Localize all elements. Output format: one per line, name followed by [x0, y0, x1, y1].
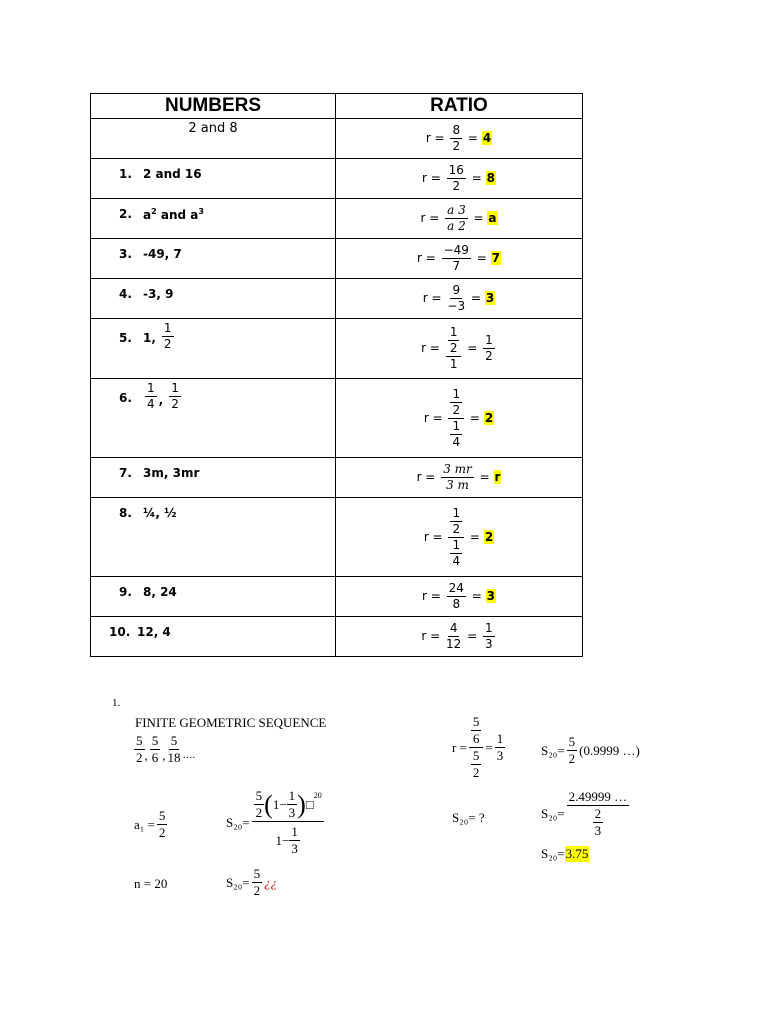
denominator: [275, 822, 299, 857]
fraction: [289, 824, 300, 857]
fraction: [445, 203, 468, 234]
s20-line2: [226, 866, 277, 899]
numerator: [252, 788, 324, 822]
equals: =: [469, 529, 480, 544]
table-row: [91, 319, 583, 379]
fraction: [471, 748, 482, 781]
denominator: 3: [594, 823, 602, 838]
fraction: [483, 333, 495, 364]
r-label: r =: [425, 131, 445, 145]
numerator: 1: [449, 325, 458, 339]
result: 2: [484, 410, 494, 425]
numerator: 1: [496, 731, 504, 746]
fraction: [446, 621, 461, 652]
denominator: [593, 806, 604, 839]
fraction: [442, 243, 471, 274]
item-index: 2.: [119, 207, 132, 221]
numbers-cell: [91, 498, 336, 577]
equals: =: [471, 589, 482, 603]
a1-label: a₁ =: [134, 816, 155, 832]
denominator: −3: [447, 299, 466, 313]
section-title: FINITE GEOMETRIC SEQUENCE: [135, 715, 327, 730]
equals: =: [470, 291, 482, 305]
denominator: [471, 748, 482, 781]
result: 4: [482, 131, 492, 145]
header-numbers: NUMBERS: [91, 94, 336, 119]
numbers-text: ¼, ½: [143, 506, 177, 520]
numerator: 2.49999 …: [568, 789, 628, 804]
equals: =: [467, 341, 478, 355]
fraction: [162, 321, 174, 352]
s20-answer: [541, 846, 589, 862]
numerator: [448, 387, 464, 419]
denominator: 3: [291, 841, 298, 856]
numbers-cell: [91, 379, 336, 458]
numerator: 5: [170, 733, 178, 748]
comma: ,: [162, 747, 166, 763]
fraction: [483, 621, 495, 652]
result: 2: [484, 529, 494, 544]
r-label: r =: [421, 341, 440, 355]
r-label: r =: [423, 410, 443, 425]
item-index: 5.: [119, 331, 132, 345]
result: 3: [485, 291, 495, 305]
result: a: [488, 211, 497, 225]
ratio-cell: [336, 279, 583, 319]
denominator: 2: [158, 825, 166, 840]
s20-label: S₂₀=: [541, 742, 565, 758]
fraction: [447, 163, 466, 194]
right-paren: ): [297, 789, 306, 819]
denominator: 3 m: [446, 478, 469, 492]
item-index: 9.: [119, 585, 132, 599]
fraction: [450, 419, 462, 450]
fraction: [254, 788, 265, 821]
denominator: 4: [452, 434, 461, 449]
fraction: [145, 381, 157, 412]
numbers-cell: [91, 617, 336, 657]
numerator: 9: [452, 283, 461, 297]
base: a: [143, 208, 152, 222]
numbers-text: 8, 24: [143, 585, 177, 599]
table-row: [91, 379, 583, 458]
table-row: [91, 199, 583, 239]
s20-step-a: [541, 734, 640, 767]
r-label: r =: [422, 291, 442, 305]
equals: =: [467, 131, 478, 145]
numbers-text: 12, 4: [137, 625, 171, 639]
fraction: [447, 283, 465, 314]
n-equation: n = 20: [134, 876, 168, 891]
compound-fraction: [469, 714, 484, 781]
compound-fraction: [448, 387, 464, 450]
table-header-row: [91, 94, 583, 119]
ratio-cell: [336, 199, 583, 239]
denominator: 2: [452, 139, 461, 153]
result: r: [494, 470, 501, 484]
table-row: [91, 239, 583, 279]
result: 8: [486, 171, 495, 185]
denominator: [450, 419, 462, 450]
item-index: 10.: [109, 625, 131, 639]
r-label: r =: [422, 171, 441, 185]
numbers-cell: [91, 577, 336, 617]
denominator: 2: [255, 805, 263, 820]
table-row: [91, 458, 583, 498]
result: 7: [491, 251, 501, 265]
denominator: 2: [449, 341, 458, 355]
header-ratio: RATIO: [336, 94, 583, 119]
ratio-cell: [336, 498, 583, 577]
fraction: [495, 731, 506, 764]
ratio-cell: [336, 458, 583, 498]
denominator: 2: [472, 765, 480, 780]
r-label: r =: [420, 211, 440, 225]
numerator: 1: [485, 621, 493, 635]
denominator: 12: [446, 637, 462, 651]
equals: =: [479, 470, 490, 484]
comma: ,: [158, 393, 164, 407]
compound-fraction: [567, 789, 630, 839]
numerator: [446, 325, 462, 357]
s20-label: S₂₀=: [226, 814, 250, 830]
one: 1: [275, 832, 282, 848]
one: 1: [272, 796, 280, 812]
ratio-cell: [336, 379, 583, 458]
fraction: [450, 387, 462, 418]
numerator: [448, 506, 464, 538]
denominator: a 2: [447, 219, 466, 233]
numbers-cell: [91, 239, 336, 279]
denominator: 4: [147, 397, 155, 411]
result: 3: [486, 589, 495, 603]
denominator: 7: [452, 259, 461, 273]
item-index: 4.: [119, 287, 132, 301]
numerator: 24: [448, 581, 464, 595]
item-index: 8.: [119, 506, 132, 520]
fraction: [150, 733, 161, 766]
denominator: 6: [151, 750, 159, 765]
denominator: [450, 538, 462, 569]
fraction: [134, 733, 145, 766]
r-label: r =: [421, 629, 441, 643]
fraction: [252, 866, 263, 899]
numerator: 2: [594, 806, 602, 821]
numerator: 1: [485, 333, 493, 347]
ratio-cell: [336, 239, 583, 279]
numerator: 4: [449, 621, 458, 635]
s20-label: S₂₀=: [541, 806, 565, 821]
denominator: 2: [163, 337, 172, 351]
exponent: 20: [313, 791, 322, 800]
r-label: r =: [416, 251, 436, 265]
numbers-text: 2 and 16: [143, 167, 202, 181]
fraction: [157, 808, 168, 841]
numbers-text: -49, 7: [143, 247, 182, 261]
ratio-cell: [336, 159, 583, 199]
s20-label: S₂₀=: [226, 874, 250, 890]
minus: −: [279, 796, 287, 812]
r-label: r =: [423, 529, 443, 544]
numbers-cell: [91, 319, 336, 379]
denominator: 2: [452, 402, 461, 417]
item-index: 3.: [119, 247, 132, 261]
table-row: [91, 498, 583, 577]
numbers-cell: [91, 279, 336, 319]
r-label: r =: [422, 589, 441, 603]
equals: =: [476, 251, 487, 265]
left-paren: (: [264, 789, 273, 819]
fraction: [450, 506, 462, 537]
numerator: 5: [136, 733, 143, 748]
compound-fraction: [446, 325, 462, 372]
fraction: [567, 734, 578, 767]
numbers-cell: [91, 159, 336, 199]
fraction: [287, 788, 298, 821]
numerator: −49: [443, 243, 469, 257]
denominator: 1: [449, 357, 458, 371]
placeholder-box: □: [305, 796, 314, 812]
numerator: 1: [452, 537, 461, 552]
numbers-text: 2 and 8: [188, 121, 238, 136]
fraction: [441, 462, 474, 493]
exponent: 3: [198, 207, 204, 216]
item-index: 6.: [119, 391, 132, 405]
numerator: 1: [163, 321, 172, 335]
r-label: r =: [452, 739, 467, 755]
item-index: 7.: [119, 466, 132, 480]
numerator: a 3: [447, 203, 466, 217]
table-row: [91, 119, 583, 159]
numbers-cell: [91, 119, 336, 159]
denominator: 2: [136, 750, 143, 765]
equals: =: [485, 739, 493, 755]
denominator: 3: [288, 805, 296, 820]
r-label: r =: [416, 470, 436, 484]
numerator: 5: [472, 748, 480, 763]
error-glyph: ¿¿: [264, 874, 278, 890]
fraction: [168, 733, 181, 766]
fraction: [593, 806, 604, 839]
s20-formula: [226, 788, 326, 857]
equals: =: [469, 410, 480, 425]
ratio-cell: [336, 617, 583, 657]
numerator: 5: [253, 866, 261, 881]
fraction: [450, 538, 462, 569]
ratio-cell: [336, 577, 583, 617]
table-row: [91, 617, 583, 657]
numerator: 5: [568, 734, 576, 749]
comma: ,: [144, 747, 148, 763]
numbers-text: 1,: [143, 331, 156, 345]
table-row: [91, 577, 583, 617]
equals: =: [471, 171, 482, 185]
table-row: [91, 279, 583, 319]
denominator: 18: [167, 750, 181, 765]
compound-fraction: [448, 506, 464, 569]
minus: −: [281, 832, 290, 848]
s20-question: S₂₀= ?: [452, 810, 485, 825]
fraction: [471, 714, 482, 747]
numbers-text: [143, 207, 204, 222]
numerator: 16: [448, 163, 464, 177]
equals: =: [473, 211, 484, 225]
numbers-text: 3m, 3mr: [143, 466, 200, 480]
numbers-cell: [91, 199, 336, 239]
denominator: 6: [472, 731, 480, 746]
numerator: 1: [171, 381, 179, 395]
sequence: [134, 733, 195, 766]
numerator: 1: [452, 418, 461, 433]
numerator: [469, 714, 484, 748]
a1-equation: [134, 808, 169, 841]
numerator: 5: [158, 808, 166, 823]
ellipsis: ….: [182, 750, 195, 761]
and-text: and a: [156, 208, 199, 222]
r-equation: [452, 714, 507, 781]
numerator: 8: [452, 123, 461, 137]
s20-label: S₂₀=: [541, 846, 565, 861]
denominator: 2: [253, 883, 261, 898]
fraction: [447, 581, 466, 612]
item-index: 1.: [119, 167, 132, 181]
numerator: 1: [291, 824, 298, 839]
item-number: 1.: [112, 697, 121, 709]
denominator: 2: [485, 349, 493, 363]
numerator: 1: [452, 505, 461, 520]
numerator: 1: [452, 386, 461, 401]
denominator: 3: [485, 637, 493, 651]
fraction: [169, 381, 181, 412]
numbers-cell: [91, 458, 336, 498]
denominator: 4: [452, 553, 461, 568]
table-row: [91, 159, 583, 199]
numbers-text: -3, 9: [143, 287, 174, 301]
ratio-cell: [336, 119, 583, 159]
equals: =: [467, 629, 478, 643]
denominator: 2: [171, 397, 179, 411]
s20-step-b: [541, 789, 631, 839]
numerator: 5: [151, 733, 159, 748]
exponent: 2: [151, 207, 157, 216]
fraction: [448, 325, 460, 356]
ratio-table: [90, 93, 583, 657]
denominator: 2: [452, 521, 461, 536]
numerator: 5: [472, 714, 480, 729]
denominator: 3: [496, 748, 504, 763]
denominator: 2: [568, 751, 576, 766]
fraction: [450, 123, 462, 154]
denominator: 2: [452, 179, 461, 193]
parenthetical: (0.9999 …): [579, 742, 640, 758]
numerator: 1: [147, 381, 155, 395]
compound-fraction: [252, 788, 324, 857]
numerator: 5: [255, 788, 263, 803]
denominator: 8: [452, 597, 461, 611]
answer-value: 3.75: [565, 846, 589, 861]
ratio-cell: [336, 319, 583, 379]
numerator: 1: [288, 788, 296, 803]
numerator: 3 mr: [443, 462, 472, 476]
